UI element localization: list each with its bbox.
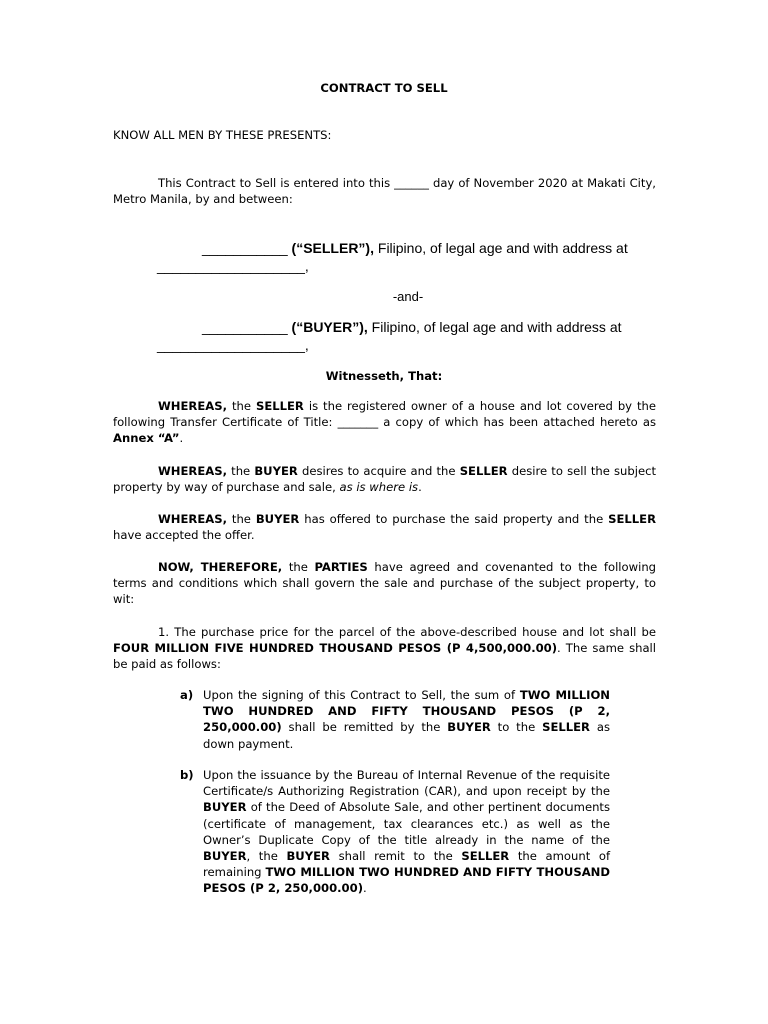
as-is-phrase: as is where is xyxy=(339,480,419,495)
clause-text: the xyxy=(231,512,251,526)
buyer-role: (“BUYER”), xyxy=(291,319,368,335)
clause-text: of the Deed of Absolute Sale, and other pertinent documents (certificate of management, tax clearances etc.) as well as the Owner’s Duplicate Copy of the title already in the name of the xyxy=(203,800,611,847)
now-therefore-keyword: NOW, THEREFORE, xyxy=(158,560,283,574)
intro-paragraph: This Contract to Sell is entered into this ______ day of November 2020 at Makati City, Metro Manila, by and between: xyxy=(113,176,656,207)
whereas-keyword: WHEREAS, xyxy=(158,464,227,478)
clause-text: as down payment. xyxy=(203,720,611,751)
whereas-clause-1 xyxy=(113,398,656,447)
know-all-heading: KNOW ALL MEN BY THESE PRESENTS: xyxy=(113,128,332,142)
parties-term: PARTIES xyxy=(314,560,368,574)
clause-text: desires to acquire and the xyxy=(302,464,456,478)
seller-paragraph xyxy=(157,239,656,275)
clause-end: . xyxy=(179,431,184,446)
document-title: CONTRACT TO SELL xyxy=(320,81,448,95)
buyer-term: BUYER xyxy=(254,464,298,478)
clause-text: have agreed and covenanted to the following terms and conditions which shall govern the sale and purchase of the subject property, to wit: xyxy=(113,560,657,607)
buyer-term: BUYER xyxy=(286,849,330,864)
balance-amount: TWO MILLION TWO HUNDRED AND FIFTY THOUSAND PESOS (P 2, 250,000.00) xyxy=(203,865,610,896)
sub-item-b xyxy=(180,767,611,897)
buyer-term: BUYER xyxy=(255,512,300,526)
clause-text: the xyxy=(231,464,251,478)
clause-text: . The same shall be paid as follows: xyxy=(113,641,656,672)
clause-text: to the xyxy=(497,720,536,735)
whereas-clause-3 xyxy=(113,511,656,543)
clause-text: Upon the signing of this Contract to Sell, the sum of xyxy=(203,688,516,702)
seller-description: Filipino, of legal age and with address at ___________________, xyxy=(157,240,628,274)
buyer-name-blank: ___________ xyxy=(202,319,288,335)
clause-text: desire to sell the subject property by way of purchase and sale, xyxy=(113,464,657,495)
seller-name-blank: ___________ xyxy=(202,240,288,256)
buyer-paragraph xyxy=(157,318,656,354)
seller-term: SELLER xyxy=(461,849,510,864)
sub-item-label: a) xyxy=(180,688,194,702)
annex-term: Annex “A” xyxy=(113,431,180,446)
witnesseth-heading: Witnesseth, That: xyxy=(325,369,443,383)
seller-term: SELLER xyxy=(542,720,590,735)
seller-term: SELLER xyxy=(255,399,304,413)
sub-item-label: b) xyxy=(180,768,194,782)
seller-role: (“SELLER”), xyxy=(291,240,374,256)
and-separator: -and- xyxy=(392,289,424,304)
clause-text: 1. The purchase price for the parcel of the above-described house and lot shall be xyxy=(158,625,656,639)
clause-text: the xyxy=(231,399,251,413)
whereas-keyword: WHEREAS, xyxy=(158,512,227,526)
purchase-price-amount: FOUR MILLION FIVE HUNDRED THOUSAND PESOS (P 4,500,000.00) xyxy=(113,641,558,656)
buyer-term: BUYER xyxy=(203,800,247,815)
clause-text: shall be remitted by the xyxy=(288,720,441,735)
clause-text: has offered to purchase the said property and the xyxy=(304,512,604,526)
seller-term: SELLER xyxy=(608,512,657,526)
buyer-description: Filipino, of legal age and with address at ___________________, xyxy=(157,319,622,353)
clause-text: is the registered owner of a house and lot covered by the following Transfer Certificate of Title: _______ a copy of which has been attached hereto as xyxy=(113,399,657,430)
term-item-1 xyxy=(113,624,656,673)
whereas-clause-2 xyxy=(113,463,656,495)
clause-text: the amount of remaining xyxy=(203,849,611,880)
clause-text: the xyxy=(288,560,308,574)
clause-text: have accepted the offer. xyxy=(113,528,255,543)
now-therefore-clause xyxy=(113,559,656,608)
down-payment-amount: TWO MILLION TWO HUNDRED AND FIFTY THOUSAND PESOS (P 2, 250,000.00) xyxy=(203,688,610,735)
clause-end: . xyxy=(418,480,422,495)
clause-text: shall remit to the xyxy=(338,849,453,864)
buyer-term: BUYER xyxy=(447,720,491,735)
seller-term: SELLER xyxy=(459,464,508,478)
clause-text: , the xyxy=(246,849,278,864)
sub-item-a xyxy=(180,687,611,752)
clause-text: Upon the issuance by the Bureau of Internal Revenue of the requisite Certificate/s Authorizing Registration (CAR), and upon receipt by the xyxy=(203,768,610,799)
whereas-keyword: WHEREAS, xyxy=(158,399,227,413)
clause-end: . xyxy=(363,881,367,896)
buyer-term: BUYER xyxy=(203,849,247,864)
